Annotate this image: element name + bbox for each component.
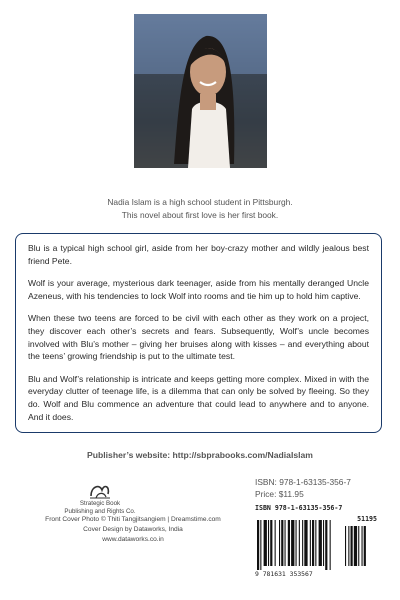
isbn-price-block: [255, 476, 351, 500]
barcode-ean-digits: 9 781631 353567: [255, 570, 313, 578]
author-bio-line2: This novel about first love is her first book.: [121, 210, 279, 220]
author-photo: [134, 14, 267, 168]
design-url[interactable]: www.dataworks.co.in: [102, 536, 164, 543]
barcode-bars: [255, 514, 379, 570]
blurb-paragraph-2: Wolf is your average, mysterious dark teenager, aside from his mentally deranged Uncle Azeneus, with his tendencies to lock Wolf into rooms and tie him up to hold him captive.: [28, 278, 369, 301]
blurb-paragraph-3: When these two teens are forced to be civil with each other as they work on a project, they discover each other’s secrets and fears. Subsequently, Wolf’s uncle becomes involved with Blu’s mother – giving her bruises along with kisses – and everything about the teens’ growing friendship is put to the ultimate test.: [28, 313, 369, 362]
blurb-box: [15, 233, 382, 433]
blurb-paragraph-1: Blu is a typical high school girl, aside from her boy-crazy mother and wildly jealous best friend Pete.: [28, 243, 369, 266]
design-credit: Cover Design by Dataworks, India: [83, 526, 183, 533]
blurb-paragraph-4: Blu and Wolf’s relationship is intricate and keeps getting more complex. Mixed in with the everyday clutter of teenage life, is a dilemma that can only be solved by fleeing. So they do. Wolf and Blu commence an adventure that could lead to anywhere and to anyone. And it does.: [28, 373, 369, 422]
cover-credits: [18, 515, 248, 545]
publisher-website[interactable]: Publisher’s website: http://sbprabooks.com/NadiaIslam: [87, 450, 313, 460]
author-bio: [20, 196, 380, 222]
publisher-name-line2: Publishing and Rights Co.: [64, 508, 136, 515]
publisher-name: [40, 500, 160, 516]
photo-credit: Front Cover Photo © Thiti Tangjitsangiem | Dreamstime.com: [45, 516, 221, 523]
author-bio-line1: Nadia Islam is a high school student in Pittsburgh.: [107, 197, 293, 207]
price-text: Price: $11.95: [255, 489, 304, 499]
isbn-text: ISBN: 978-1-63135-356-7: [255, 477, 351, 487]
barcode-isbn-label: ISBN 978-1-63135-356-7: [255, 504, 343, 512]
barcode-price-code: 51195: [357, 515, 377, 523]
publisher-name-line1: Strategic Book: [79, 500, 121, 507]
barcode: [255, 504, 379, 578]
